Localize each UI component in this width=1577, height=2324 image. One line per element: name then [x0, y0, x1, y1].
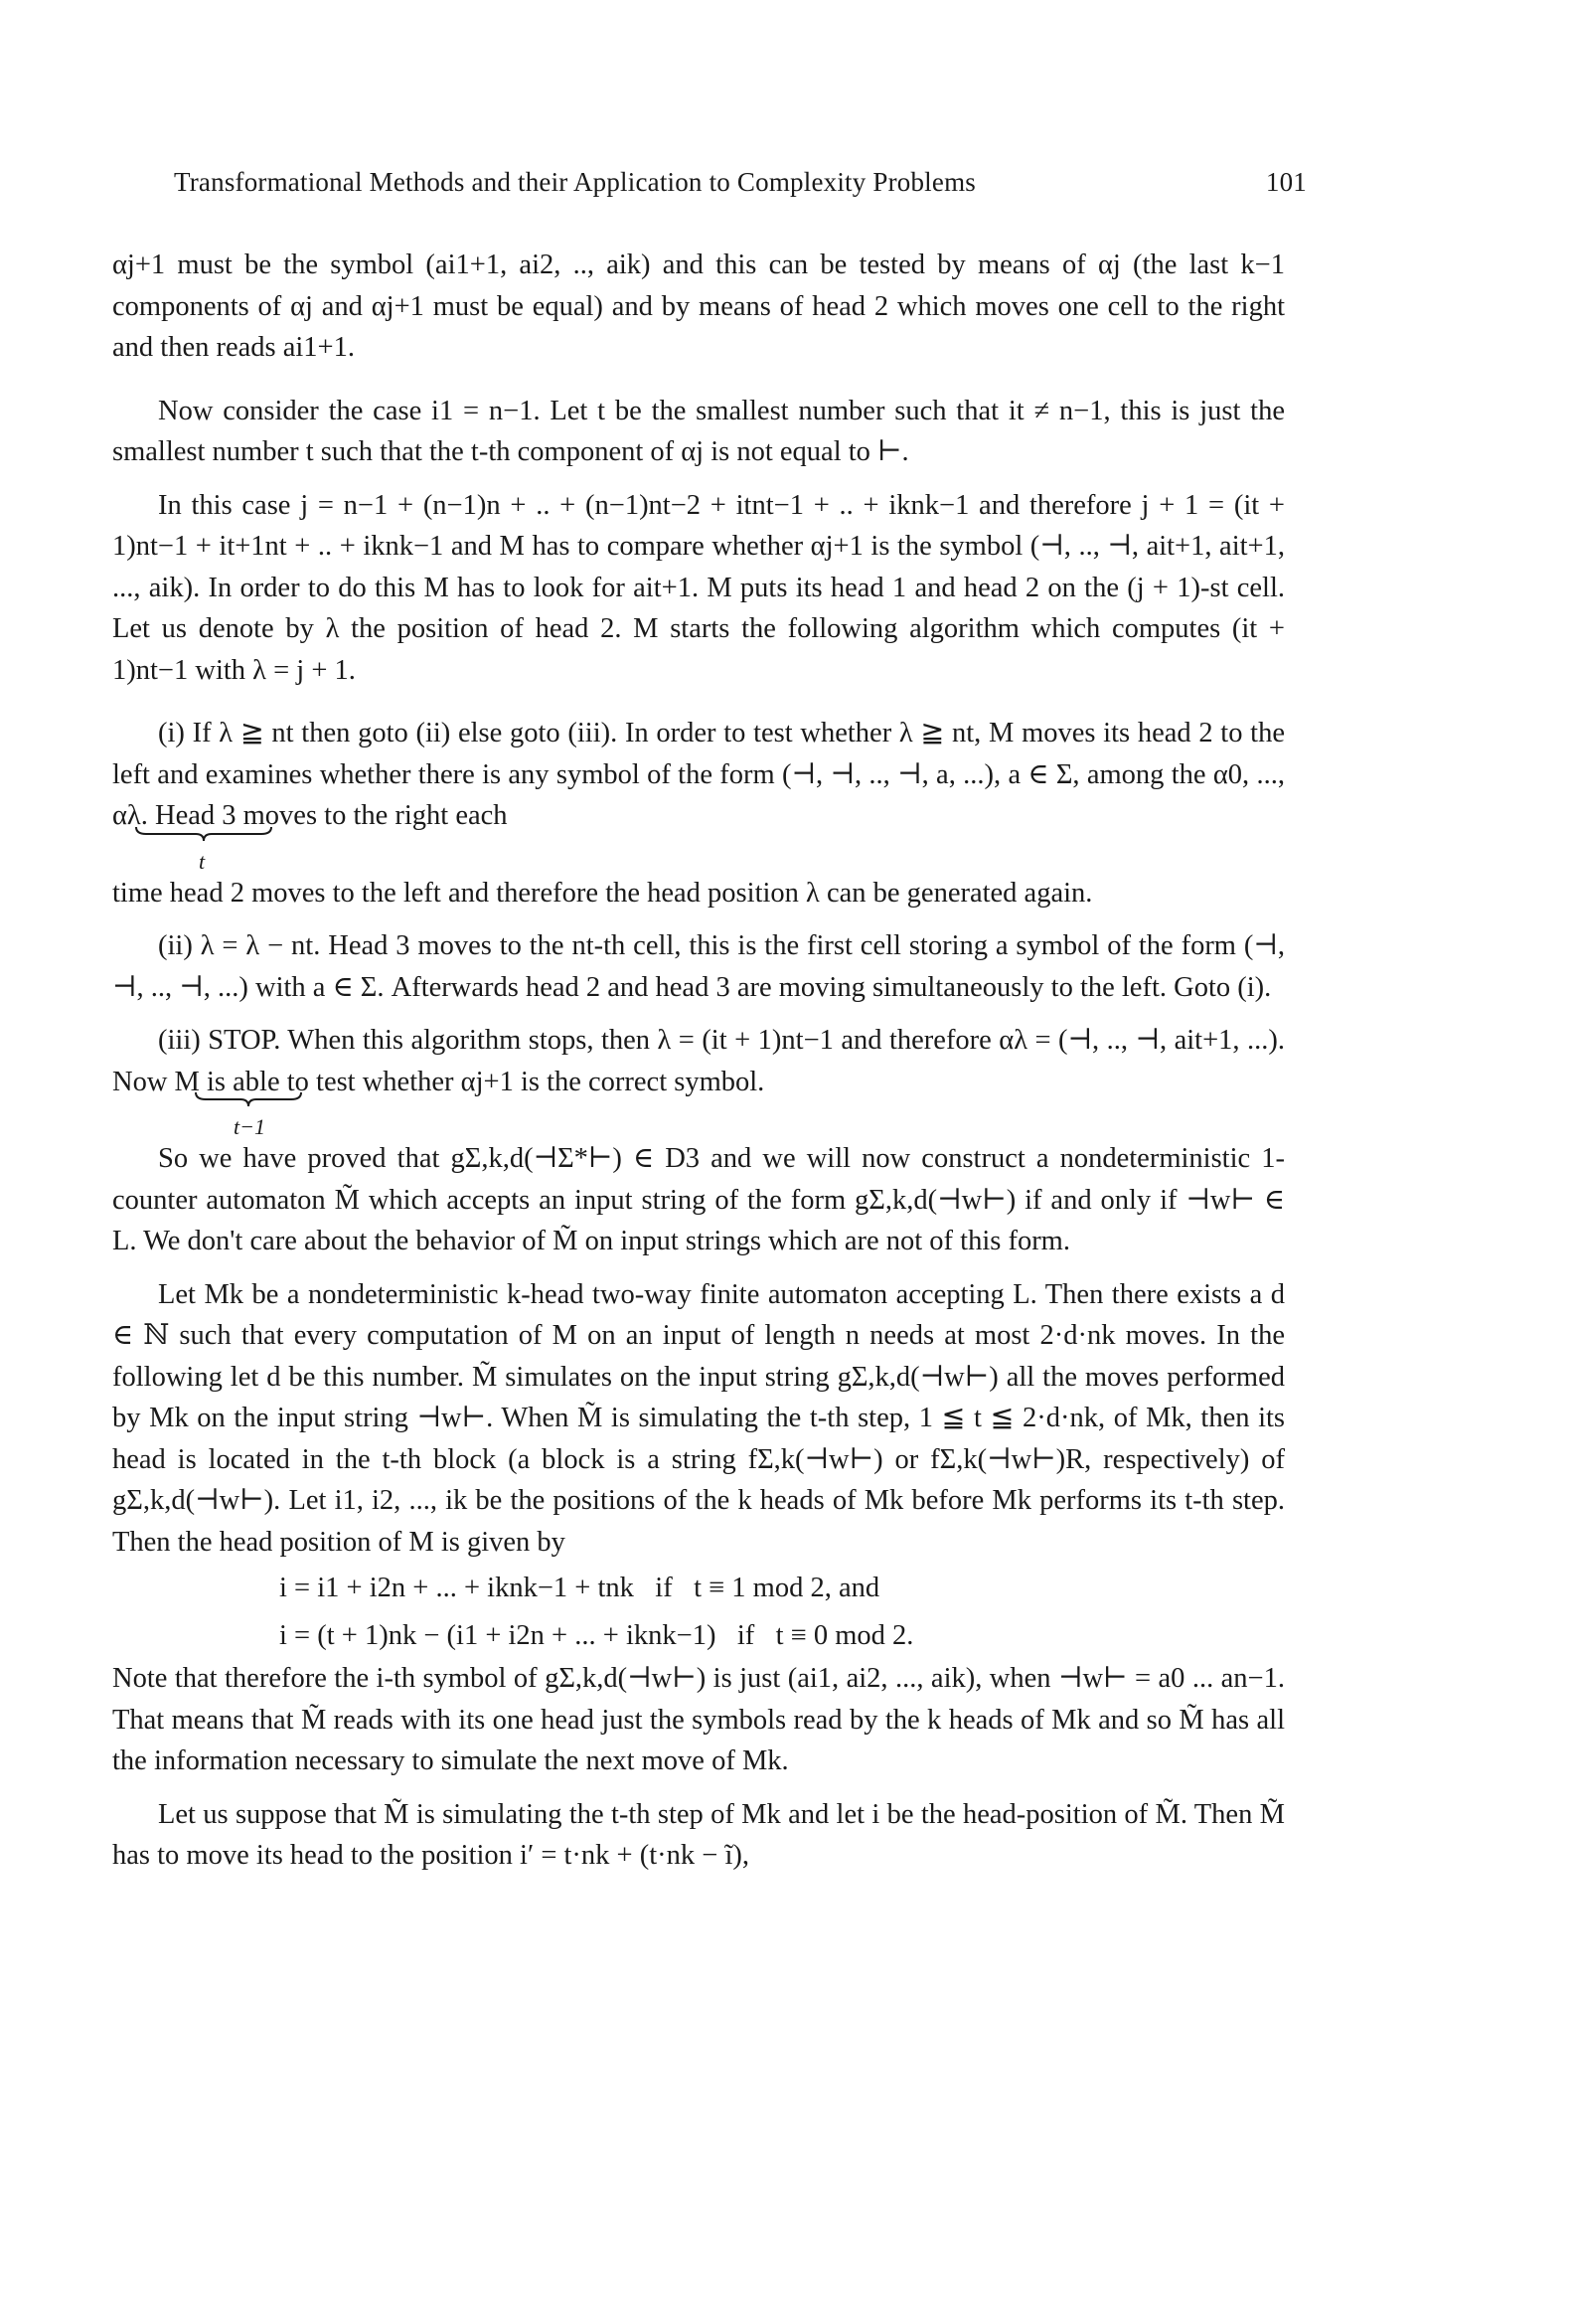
- paragraph-3: In this case j = n−1 + (n−1)n + .. + (n−1)nt−2 + itnt−1 + .. + iknk−1 and therefore j + 1 = (it + 1)nt−1 + it+1nt + .. + iknk−1 and M has to compare whether αj+1 is the symbol (⊣, .., ⊣, ait+1, ait+1, ..., aik). In order to do this M has to look for ait+1. M puts its head 1 and head 2 on the (j + 1)-st cell. Let us denote by λ the position of head 2. M starts the following algorithm which computes (it + 1)nt−1 with λ = j + 1.: [112, 489, 1285, 686]
- algorithm-step-i: (i) If λ ≧ nt then goto (ii) else goto (iii). In order to test whether λ ≧ nt, M moves its head 2 to the left and examines whether there is any symbol of the form (⊣, ⊣, .., ⊣, a, ...), a ∈ Σ, among the α0, ..., αλ. Head 3 moves to the right each: [112, 718, 1285, 831]
- underbrace-label-t-minus-1: t−1: [234, 1114, 265, 1139]
- algorithm-step-ii: (ii) λ = λ − nt. Head 3 moves to the nt-th cell, this is the first cell storing a symbol of the form (⊣, ⊣, .., ⊣, ...) with a ∈ Σ. Afterwards head 2 and head 3 are moving simultaneously to the left. Goto (i).: [112, 930, 1285, 1003]
- underbrace-t: [112, 837, 1285, 873]
- paragraph-simulation: Let Mk be a nondeterministic k-head two-way finite automaton accepting L. Then there exists a d ∈ ℕ such that every computation of M on an input of length n needs at most 2·d·nk moves. In the following let d be this number. M̃ simulates on the input string gΣ,k,d(⊣w⊢) all the moves performed by Mk on the input string ⊣w⊢. When M̃ is simulating the t-th step, 1 ≦ t ≦ 2·d·nk, of Mk, then its head is located in the t-th block (a block is a string fΣ,k(⊣w⊢) or fΣ,k(⊣w⊢)R, respectively) of gΣ,k,d(⊣w⊢). Let i1, i2, ..., ik be the positions of the k heads of Mk before Mk performs its t-th step. Then the head position of M is given by: [112, 1278, 1285, 1558]
- equation-odd-step: i = i1 + i2n + ... + iknk−1 + tnk if t ≡ 1 mod 2, and: [279, 1573, 880, 1603]
- paragraph-2: Now consider the case i1 = n−1. Let t be the smallest number such that it ≠ n−1, this is just the smallest number t such that the t-th component of αj is not equal to ⊢.: [112, 395, 1285, 467]
- paragraph-head-position: Let us suppose that M̃ is simulating the t-th step of Mk and let i be the head-position of M̃. Then M̃ has to move its head to the position i′ = t·nk + (t·nk − ĩ),: [112, 1798, 1285, 1871]
- algorithm-step-iii: (iii) STOP. When this algorithm stops, then λ = (it + 1)nt−1 and therefore αλ = (⊣, .., ⊣, ait+1, ...). Now M is able to test whether αj+1 is the correct symbol.: [112, 1025, 1285, 1097]
- paragraph-note: Note that therefore the i-th symbol of gΣ,k,d(⊣w⊢) is just (ai1, ai2, ..., aik), when ⊣w⊢ = a0 ... an−1. That means that M̃ reads with its one head just the symbols read by the k heads of Mk and so M̃ has all the information necessary to simulate the next move of Mk.: [112, 1663, 1285, 1776]
- equation-even-step: i = (t + 1)nk − (i1 + i2n + ... + iknk−1) if t ≡ 0 mod 2.: [279, 1620, 914, 1651]
- page-number: 101: [1265, 167, 1307, 197]
- underbrace-t-minus-1: [112, 1102, 1285, 1138]
- running-title: Transformational Methods and their Application to Complexity Problems: [174, 167, 976, 197]
- paragraph-proof: So we have proved that gΣ,k,d(⊣Σ*⊢) ∈ D3 and we will now construct a nondeterministic 1-counter automaton M̃ which accepts an input string of the form gΣ,k,d(⊣w⊢) if and only if ⊣w⊢ ∈ L. We don't care about the behavior of M̃ on input strings which are not of this form.: [112, 1143, 1285, 1256]
- body-text: [112, 245, 1285, 1877]
- paragraph-1: αj+1 must be the symbol (ai1+1, ai2, .., aik) and this can be tested by means of αj (the last k−1 components of αj and αj+1 must be equal) and by means of head 2 which moves one cell to the right and then reads ai1+1.: [112, 249, 1285, 363]
- algorithm-step-i-continued: time head 2 moves to the left and therefore the head position λ can be generated again.: [112, 877, 1093, 909]
- underbrace-label-t: t: [199, 848, 206, 874]
